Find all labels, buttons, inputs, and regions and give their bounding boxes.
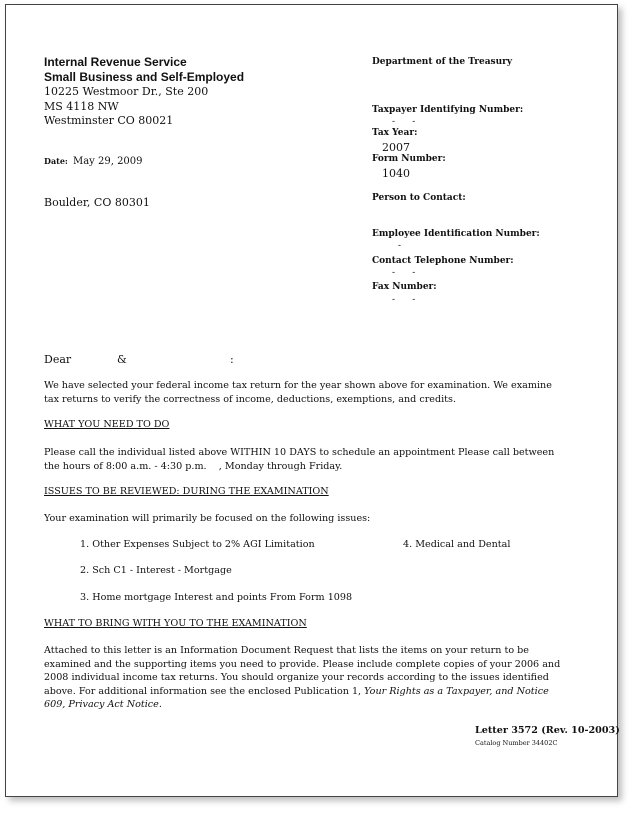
issues-heading: ISSUES TO BE REVIEWED: DURING THE EXAMINATION: [44, 486, 329, 497]
ein-label: Employee Identification Number:: [372, 229, 540, 239]
sender-street: 10225 Westmoor Dr., Ste 200: [44, 85, 209, 98]
form-number-value: 1040: [382, 167, 410, 180]
bring-heading: WHAT TO BRING WITH YOU TO THE EXAMINATION: [44, 618, 307, 629]
ein-value: -: [398, 241, 402, 251]
tin-value: - -: [392, 117, 416, 127]
bring-italic-text: Your Rights as a Taxpayer, and Notice 609, Privacy Act Notice.: [44, 685, 549, 710]
date-line: [44, 149, 143, 168]
call-instructions: Please call the individual listed above WITHIN 10 DAYS to schedule an appointment Please call between the hours of 8:00 a.m. - 4:30 p.m. , Monday through Friday.: [44, 447, 558, 472]
recipient-city: Boulder, CO 80301: [44, 196, 150, 209]
phone-value: - -: [392, 268, 416, 278]
issue-item: 4. Medical and Dental: [403, 539, 511, 550]
salutation-dear: Dear: [44, 353, 72, 366]
sender-city: Westminster CO 80021: [44, 114, 174, 127]
department-name: Department of the Treasury: [372, 57, 513, 67]
date-label: Date:: [44, 156, 68, 166]
bring-text: Attached to this letter is an Information Document Request that lists the items on your return to be examined and the supporting items you need to provide. Please include complete copies of your 2006 and 2008 individual income tax returns. You should organize your records according to the issues identified above. For additional information see the enclosed Publication 1,: [44, 645, 561, 697]
salutation-ampersand: &: [117, 353, 127, 366]
issues-intro: Your examination will primarily be focused on the following issues:: [44, 513, 371, 524]
sender-ms: MS 4118 NW: [44, 100, 119, 113]
what-you-need-heading: WHAT YOU NEED TO DO: [44, 419, 170, 430]
letter-number: Letter 3572 (Rev. 10-2003): [475, 725, 620, 736]
phone-label: Contact Telephone Number:: [372, 256, 514, 266]
bring-paragraph: [44, 644, 569, 712]
tax-year-label: Tax Year:: [372, 128, 418, 138]
date-value: May 29, 2009: [72, 156, 143, 167]
fax-label: Fax Number:: [372, 282, 437, 292]
contact-person-label: Person to Contact:: [372, 193, 466, 203]
fax-value: - -: [392, 295, 416, 305]
tax-year-value: 2007: [382, 141, 410, 154]
form-number-label: Form Number:: [372, 154, 446, 164]
issue-item: 1. Other Expenses Subject to 2% AGI Limitation: [80, 539, 315, 550]
issue-item: 2. Sch C1 - Interest - Mortgage: [80, 565, 232, 576]
intro-paragraph: We have selected your federal income tax return for the year shown above for examination. We examine tax returns to verify the correctness of income, deductions, exemptions, and credits.: [44, 380, 552, 405]
sender-org: Internal Revenue Service: [44, 55, 187, 69]
tin-label: Taxpayer Identifying Number:: [372, 105, 524, 115]
sender-division: Small Business and Self-Employed: [44, 70, 245, 84]
salutation-colon: :: [230, 353, 234, 366]
issue-item: 3. Home mortgage Interest and points From Form 1098: [80, 592, 353, 603]
letter-page: [5, 4, 618, 797]
catalog-number: Catalog Number 34402C: [475, 739, 558, 747]
